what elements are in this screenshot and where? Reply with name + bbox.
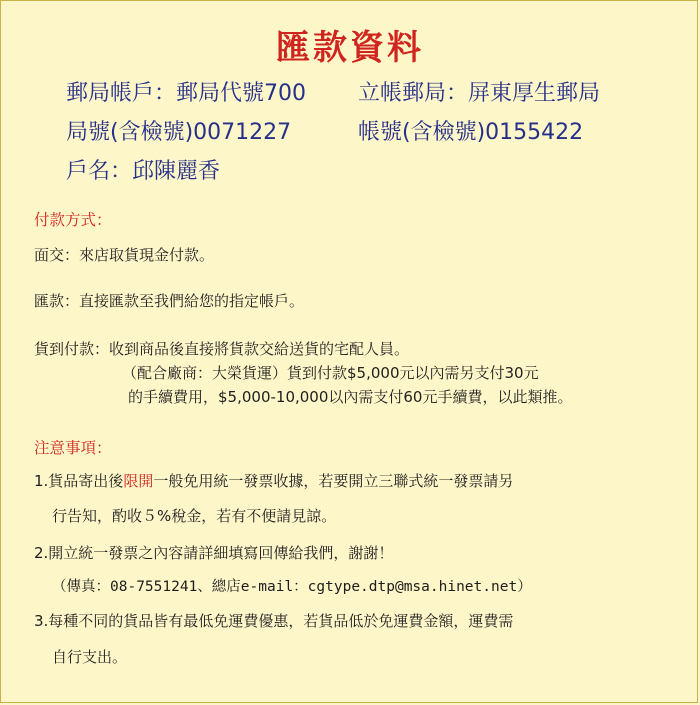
notes-heading: 注意事項：: [34, 439, 112, 457]
payment-heading: 付款方式：: [34, 211, 112, 229]
page-title: 匯款資料: [276, 28, 424, 68]
note-1-highlight: 限開: [123, 472, 154, 490]
note-1-suffix: 一般免用統一發票收據，若要開立三聯式統一發票請另: [153, 472, 514, 490]
note-1-line2: 行告知，酌收５%稅金，若有不便請見諒。: [52, 507, 337, 525]
office-number: 局號(含檢號)0071227: [66, 120, 292, 145]
post-office-branch: 立帳郵局：屏東厚生郵局: [358, 81, 601, 106]
payment-cod-line2: （配合廠商：大榮貨運）貨到付款$5,000元以內需另支付30元: [122, 364, 539, 382]
note-1-prefix: 1.貨品寄出後: [34, 472, 124, 490]
note-2-line1: 2.開立統一發票之內容請詳細填寫回傳給我們，謝謝！: [34, 544, 394, 562]
payment-face-to-face: 面交：來店取貨現金付款。: [34, 246, 215, 264]
payment-transfer: 匯款：直接匯款至我們給您的指定帳戶。: [34, 292, 305, 310]
note-1-line1: [34, 470, 513, 491]
note-2-contact: （傳真：08-7551241、總店e-mail：cgtype.dtp@msa.hinet.net）: [52, 579, 532, 595]
post-office-code: 郵局帳戶：郵局代號700: [66, 81, 306, 106]
payment-cod-line1: 貨到付款：收到商品後直接將貨款交給送貨的宅配人員。: [34, 340, 410, 358]
account-number: 帳號(含檢號)0155422: [358, 120, 584, 145]
account-name: 戶名：邱陳麗香: [66, 159, 221, 184]
payment-cod-line3: 的手續費用，$5,000-10,000以內需支付60元手續費，以此類推。: [128, 388, 573, 406]
note-3-line2: 自行支出。: [52, 648, 128, 666]
note-3-line1: 3.每種不同的貨品皆有最低免運費優惠，若貨品低於免運費金額，運費需: [34, 612, 514, 630]
